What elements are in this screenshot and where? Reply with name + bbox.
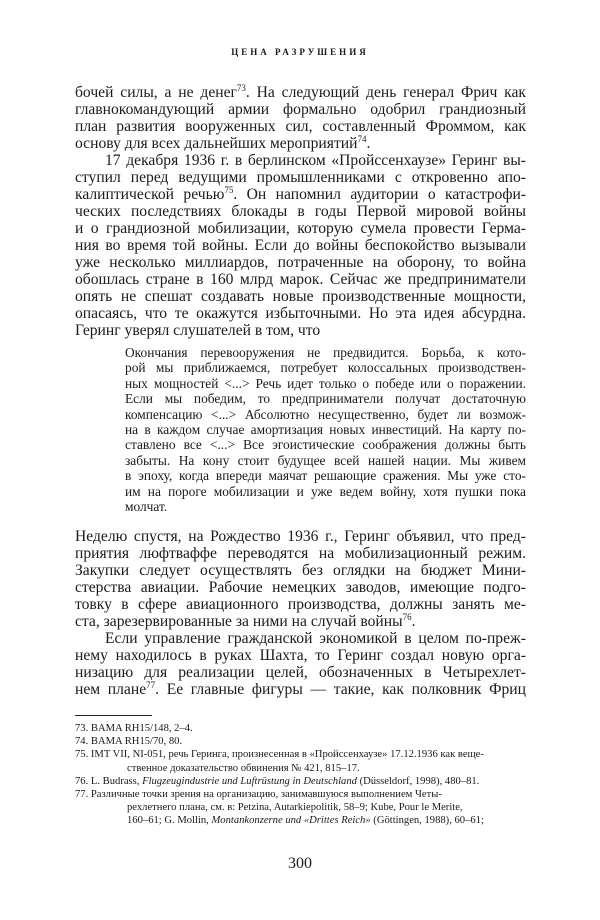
footnote-75 [75, 748, 526, 774]
text-line: на в каждом случае амортизация новых инвестиций. На карту по- [125, 422, 526, 438]
text-line: забыты. На кону стоит будущее всей нашей нации. Мы живем [125, 452, 526, 468]
text-line: ных мощностей <...> Речь идет только о победе или о поражении. [125, 375, 526, 391]
body-text-2 [75, 528, 526, 698]
text: Если управление гражданской экономикой в целом по-преж- [105, 630, 526, 647]
text-line [75, 254, 526, 271]
footnote-text: (Düsseldorf, 1998), 480–81. [356, 775, 480, 787]
text: ступил перед ведущими промышленниками с откровенно апо- [75, 169, 526, 186]
text-line: в эпоху, когда впереди маячат решающие сражения. Мы уже сто- [125, 468, 526, 484]
footnote-text: 76. L. Budrass, [75, 775, 143, 787]
text: приятия люфтваффе переводятся на мобилизационный режим. [75, 545, 526, 562]
text-line [75, 528, 526, 545]
text-line [75, 305, 526, 322]
footnote-74: 74. BAMA RH15/70, 80. [75, 736, 183, 748]
text-line [75, 647, 526, 664]
footnote-75-line: 75. IMT VII, NI-051, речь Геринга, произнесенная в «Пройссенхаузе» 17.12.1936 как веще- [75, 749, 484, 761]
footnote-text: 160–61; G. Mollin, [127, 815, 212, 827]
text-line [75, 562, 526, 579]
text: план развития вооруженных сил, составленный Фроммом, как [75, 118, 526, 135]
text: основу для всех дальнейших мероприятий [75, 135, 358, 152]
text-line [75, 613, 526, 630]
text-line: молчат. [125, 499, 168, 515]
text-line: компенсацию <...> Абсолютно несущественно, будет ли возмож- [125, 406, 526, 422]
footnote-76 [75, 775, 526, 788]
footnotes [75, 722, 526, 828]
text-line [75, 681, 526, 698]
text-line [75, 664, 526, 681]
text-line [75, 118, 526, 135]
text-line [75, 545, 526, 562]
footnote-77-line: рехлетнего плана, см. в: Petzina, Autarkiepolitik, 58–9; Kube, Pour le Merite, [127, 802, 463, 814]
text: нем плане [75, 681, 147, 698]
block-quote [125, 345, 526, 514]
text-line [75, 322, 526, 339]
text: ния во время той войны. Если до войны беспокойство вызывали [75, 237, 526, 254]
footnote-77-line: 77. Различные точки зрения на организацию, занимавшуюся выполнением Четы- [75, 789, 442, 801]
text-line [75, 203, 526, 220]
text: . [411, 613, 416, 630]
footnote-ref[interactable]: 76 [402, 613, 412, 622]
text-line [75, 630, 526, 647]
footnote-73: 73. BAMA RH15/148, 2–4. [75, 723, 193, 734]
text: . [366, 135, 371, 152]
footnote-ref[interactable]: 75 [224, 186, 234, 195]
footnote-title: Montankonzerne und «Drittes Reich» [211, 815, 371, 827]
text: Геринг уверял слушателей в том, что [75, 322, 321, 339]
text-line: Если мы победим, то предприниматели получат достаточную [125, 391, 526, 407]
text-line [75, 152, 526, 169]
text-line [75, 101, 526, 118]
text: опять не спешат создавать новые производственные мощности, [75, 288, 526, 305]
footnote-title: Flugzeugindustrie und Luftrüstung in Deutschland [142, 775, 357, 787]
text: ста, зарезервированные за ними на случай войны [75, 613, 403, 630]
footnote-divider [75, 715, 152, 716]
text: бочей силы, а не денег [75, 84, 237, 101]
text: обошлась стране в 160 млрд марок. Сейчас же предприниматели [75, 271, 526, 288]
text: . На следующий день генерал Фрич как [245, 84, 526, 101]
text: . Он напомнил аудитории о катастрофи- [233, 186, 526, 203]
footnote-ref[interactable]: 74 [357, 135, 367, 144]
text-line [75, 271, 526, 288]
text-line: им на пороге мобилизации и уже ведем войну, хотя пушки пока [125, 483, 526, 499]
footnote-77-line [75, 814, 526, 827]
text-line [75, 596, 526, 613]
text: нему находилось в руках Шахта, то Геринг создал новую орга- [75, 647, 526, 664]
text-line: рой мы приближаемся, потребует колоссальных производствен- [125, 360, 526, 376]
text-line: ставлено все <...> Все эгоистические соображения должны быть [125, 437, 526, 453]
body-text-1 [75, 84, 526, 339]
text: низацию для реализации целей, обозначенных в Четырехлет- [75, 664, 526, 681]
text-line [75, 169, 526, 186]
footnote-77 [75, 788, 526, 828]
text: 17 декабря 1936 г. в берлинском «Пройссенхаузе» Геринг вы- [105, 152, 526, 169]
text-line [75, 135, 526, 152]
text-line [75, 84, 526, 101]
text: товку в сфере авиационного производства, должны занять ме- [75, 596, 526, 613]
footnote-ref[interactable]: 77 [146, 681, 156, 690]
text: уже несколько миллиардов, потраченные на оборону, то война [75, 254, 526, 271]
text: калиптической речью [75, 186, 225, 203]
text: опасаясь, что те окажутся избыточными. Но эта идея абсурдна. [75, 305, 526, 322]
running-header: ЦЕНА РАЗРУШЕНИЯ [231, 47, 369, 57]
text: главнокомандующий армии формально одобрил грандиозный [75, 101, 526, 118]
text-line [75, 186, 526, 203]
text-line [75, 220, 526, 237]
text-line [75, 579, 526, 596]
text: стерства авиации. Рабочие немецких заводов, имеющие подго- [75, 579, 526, 596]
text: . Ее главные фигуры — такие, как полковник Фриц [155, 681, 526, 698]
footnote-75-line: ственное доказательство обвинения № 421, 815–17. [127, 762, 360, 774]
text: Неделю спустя, на Рождество 1936 г., Геринг объявил, что пред- [75, 528, 526, 545]
text-line [75, 288, 526, 305]
footnote-text: (Göttingen, 1988), 60–61; [370, 815, 484, 827]
text: и о грандиозной мобилизации, которую сумела провести Герма- [75, 220, 526, 237]
text: Закупки следует осуществлять без оглядки на бюджет Мини- [75, 562, 526, 579]
text: ческих последствиях блокады в годы Первой мировой войны [75, 203, 526, 220]
page-number: 300 [288, 855, 312, 872]
text-line [75, 237, 526, 254]
footnote-ref[interactable]: 73 [236, 84, 246, 93]
text-line: Окончания перевооружения не предвидится. Борьба, к кото- [125, 345, 526, 360]
